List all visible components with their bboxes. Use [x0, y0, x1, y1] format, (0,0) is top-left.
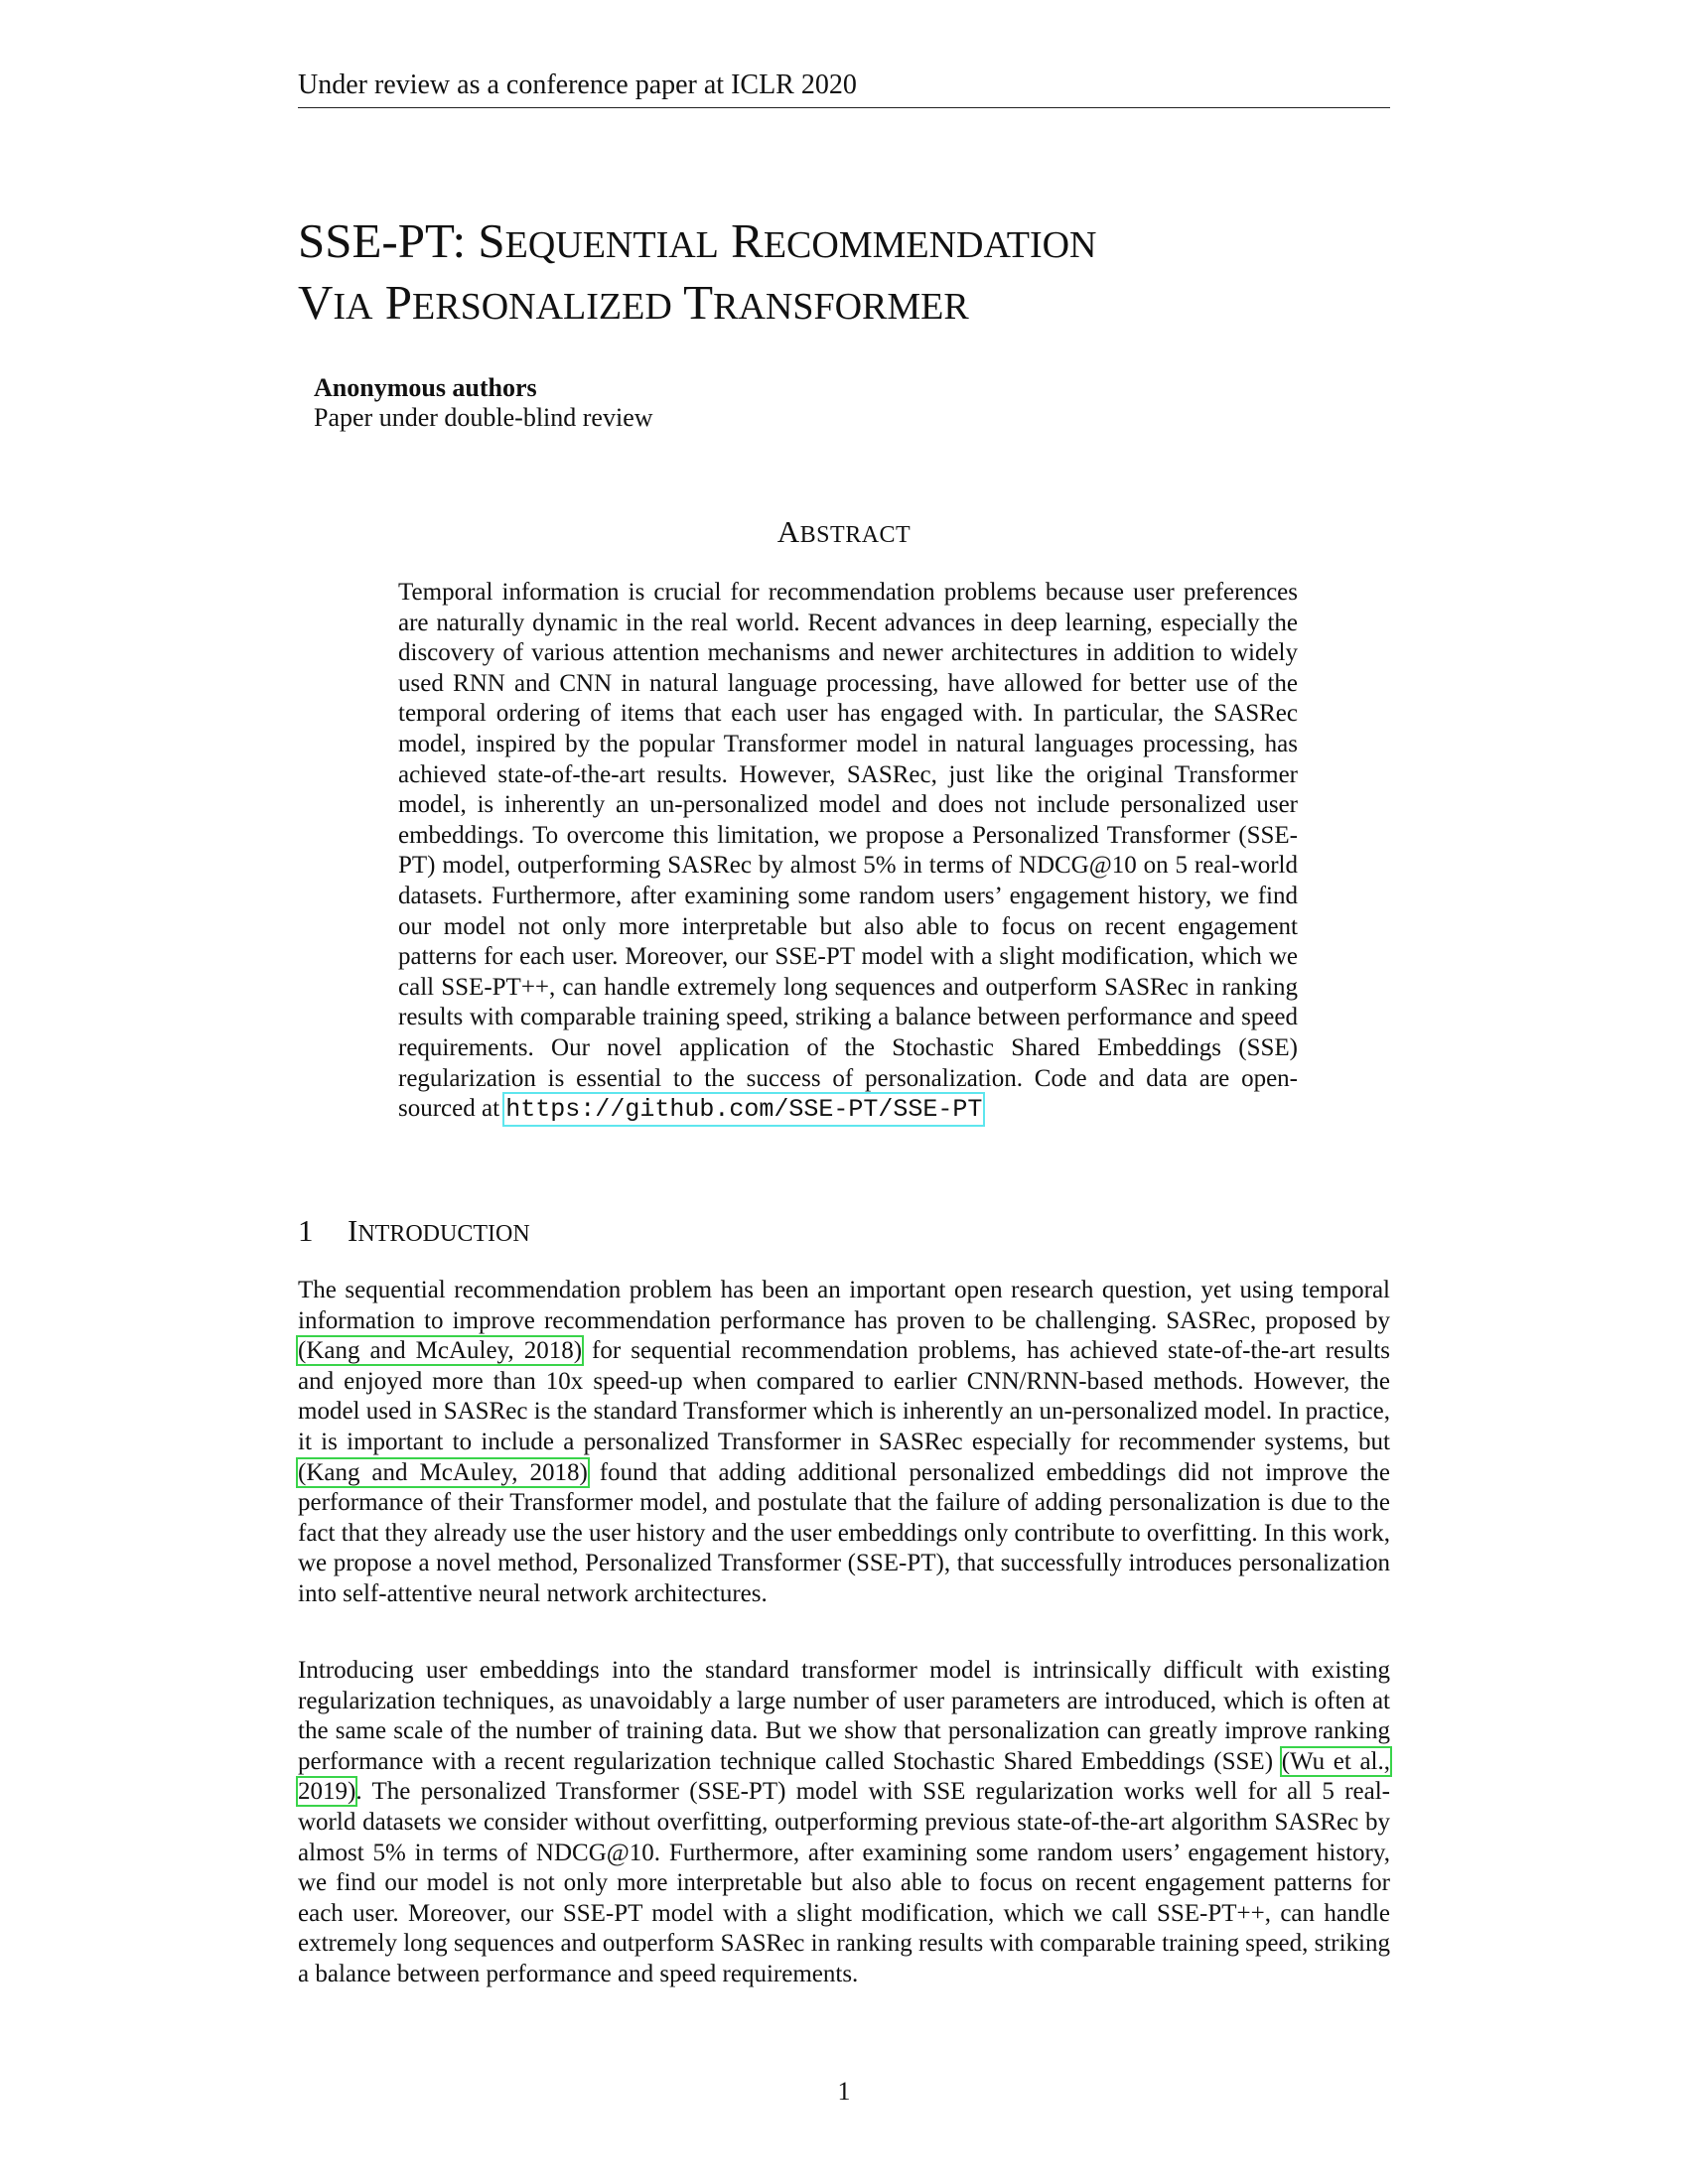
author-block — [314, 373, 653, 433]
text-run: Introducing user embeddings into the standard transformer model is intrinsically difficult with existing regularization techniques, as unavoidably a large number of user parameters are introduced, which is often at the same scale of the number of training data. But we show that personalization can greatly improve ranking performance with a recent regularization technique called Stochastic Shared Embeddings (SSE) — [298, 1657, 1390, 1775]
author-name: Anonymous authors — [314, 373, 537, 402]
citation-link[interactable]: (Kang and McAuley, 2018) — [298, 1458, 588, 1486]
text-run: . The personalized Transformer (SSE-PT) model with SSE regularization works well for all 5 real-world datasets we consider without overfitting, outperforming previous state-of-the-art algorithm SASRec by almost 5% in terms of NDCG@10. Furthermore, after examining some random users’ engagement history, we find our model is not only more interpretable but also able to focus on recent engagement patterns for each user. Moreover, our SSE-PT model with a slight modification, which we call SSE-PT++, can handle extremely long sequences and outperform SASRec in ranking results with comparable training speed, striking a balance between performance and speed requirements. — [298, 1778, 1390, 1987]
abstract-paragraph: Temporal information is crucial for recommendation problems because user preferences are naturally dynamic in the real world. Recent advances in deep learning, especially the discovery of various attention mechanisms and newer architectures in addition to widely used RNN and CNN in natural language processing, have allowed for better use of the temporal ordering of items that each user has engaged with. In particular, the SASRec model, inspired by the popular Transformer model in natural languages processing, has achieved state-of-the-art results. However, SASRec, just like the original Transformer model, is inherently an un-personalized model and does not include personalized user embeddings. To overcome this limitation, we propose a Personalized Transformer (SSE-PT) model, outperforming SASRec by almost 5% in terms of NDCG@10 on 5 real-world datasets. Furthermore, after examining some random users’ engagement history, we find our model not only more interpretable but also able to focus on recent engagement patterns for each user. Moreover, our SSE-PT model with a slight modification, which we call SSE-PT++, can handle extremely long sequences and outperform SASRec in ranking results with comparable training speed, striking a balance between performance and speed requirements. Our novel application of the Stochastic Shared Embeddings (SSE) regularization is essential to the success of personalization. Code and data are open-sourced at — [398, 579, 1298, 1123]
running-header: Under review as a conference paper at ICLR 2020 — [298, 69, 1390, 108]
citation-link[interactable]: (Wu et al., 2019) — [298, 1747, 1390, 1806]
paper-title — [298, 212, 1390, 336]
intro-paragraph-2 — [298, 1656, 1390, 1990]
code-repository-link[interactable]: https://github.com/SSE-PT/SSE-PT — [505, 1095, 983, 1125]
page-number: 1 — [837, 2077, 851, 2106]
abstract-heading: ABSTRACT — [776, 514, 912, 549]
text-run: found that adding additional personalized embeddings did not improve the performance of their Transformer model, and postulate that the failure of adding personalization is due to the fact that they already use the user history and the user embeddings only contribute to overfitting. In this work, we propose a novel method, Personalized Transformer (SSE-PT), that successfully introduces personalization into self-attentive neural network architectures. — [298, 1458, 1390, 1607]
review-note: Paper under double-blind review — [314, 403, 653, 432]
title-line-1: SSE-PT: SEQUENTIAL RECOMMENDATION — [298, 213, 1097, 268]
title-line-2: VIA PERSONALIZED TRANSFORMER — [298, 275, 969, 330]
section-number: 1 — [298, 1213, 314, 1248]
citation-link[interactable]: (Kang and McAuley, 2018) — [298, 1337, 583, 1365]
intro-paragraph-1 — [298, 1276, 1390, 1610]
section-title: INTRODUCTION — [348, 1213, 530, 1248]
text-run: The sequential recommendation problem has been an important open research question, yet using temporal information to improve recommendation performance has proven to be challenging. SASRec, proposed by — [298, 1277, 1390, 1334]
section-heading-introduction — [298, 1213, 530, 1252]
text-run: for sequential recommendation problems, has achieved state-of-the-art results and enjoyed more than 10x speed-up when compared to earlier CNN/RNN-based methods. However, the model used in SASRec is the standard Transformer which is inherently an un-personalized model. In practice, it is important to include a personalized Transformer in SASRec especially for recommender systems, but — [298, 1337, 1390, 1455]
abstract-text — [398, 578, 1298, 1126]
